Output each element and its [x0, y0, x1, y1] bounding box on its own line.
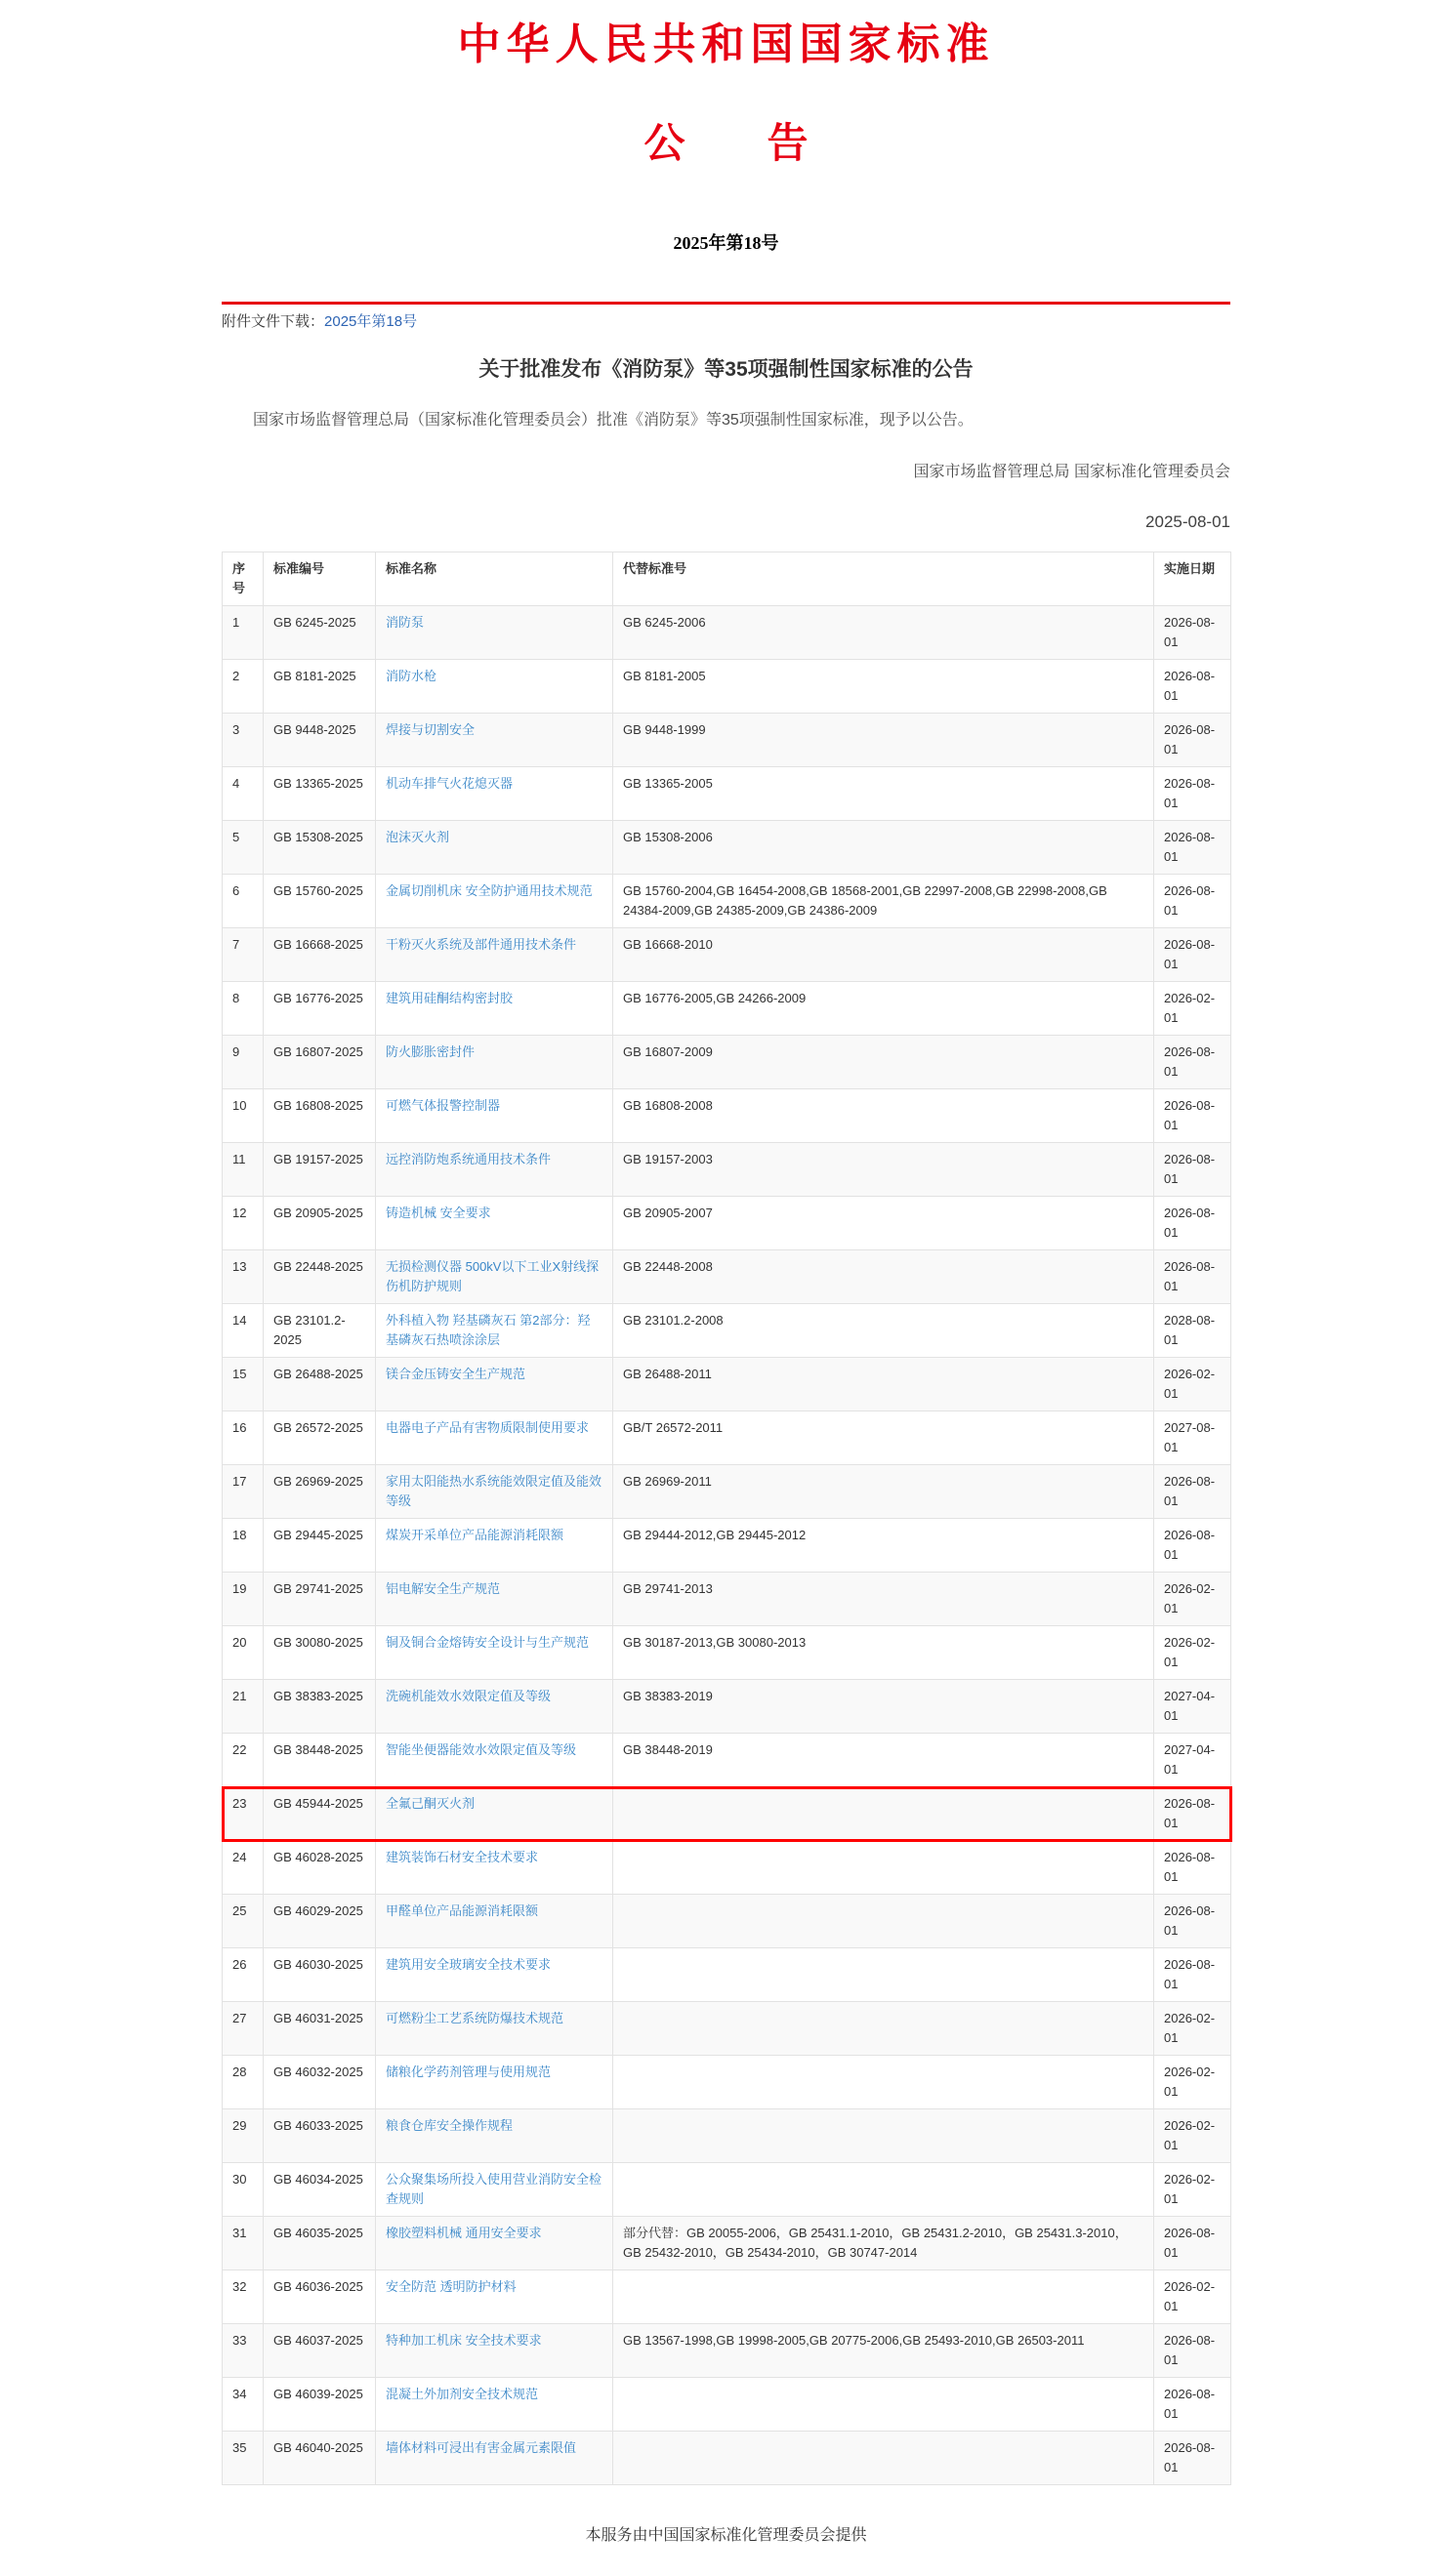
replaced-standards-cell: GB 16776-2005,GB 24266-2009: [613, 982, 1154, 1036]
standard-code-cell: GB 38383-2025: [264, 1680, 376, 1734]
replaced-standards-cell: [613, 2002, 1154, 2056]
table-row: [223, 1304, 1231, 1358]
replaced-standards-cell: GB 16808-2008: [613, 1089, 1154, 1143]
standard-code-cell: GB 46028-2025: [264, 1841, 376, 1895]
standard-name-cell: [376, 1626, 613, 1680]
standard-name-cell: [376, 767, 613, 821]
standard-code-cell: GB 26488-2025: [264, 1358, 376, 1411]
row-number-cell: 16: [223, 1411, 264, 1465]
standard-name-cell: [376, 2378, 613, 2432]
standard-name-cell: [376, 1573, 613, 1626]
row-number-cell: 22: [223, 1734, 264, 1787]
table-row: [223, 982, 1231, 1036]
standard-name-link[interactable]: 泡沫灭火剂: [386, 830, 450, 845]
standard-code-cell: GB 26572-2025: [264, 1411, 376, 1465]
table-row: [223, 2002, 1231, 2056]
publish-date: 2025-08-01: [1145, 512, 1230, 532]
standard-name-link[interactable]: 煤炭开采单位产品能源消耗限额: [386, 1528, 564, 1543]
row-number-cell: 35: [223, 2432, 264, 2485]
standard-name-link[interactable]: 可燃气体报警控制器: [386, 1098, 501, 1114]
replaced-standards-cell: [613, 1895, 1154, 1948]
row-number-cell: 34: [223, 2378, 264, 2432]
implementation-date-cell: 2026-08-01: [1154, 2432, 1231, 2485]
content-area: [222, 302, 1230, 2485]
standard-name-cell: [376, 1411, 613, 1465]
table-row: [223, 2270, 1231, 2324]
standard-code-cell: GB 46032-2025: [264, 2056, 376, 2109]
row-number-cell: 25: [223, 1895, 264, 1948]
standard-name-cell: [376, 2109, 613, 2163]
header-implementation-date: 实施日期: [1154, 552, 1231, 606]
standard-name-link[interactable]: 可燃粉尘工艺系统防爆技术规范: [386, 2011, 564, 2026]
table-row: [223, 660, 1231, 714]
standard-name-link[interactable]: 墙体材料可浸出有害金属元素限值: [386, 2440, 577, 2456]
standard-code-cell: GB 45944-2025: [264, 1787, 376, 1841]
replaced-standards-cell: GB 29444-2012,GB 29445-2012: [613, 1519, 1154, 1573]
standard-code-cell: GB 8181-2025: [264, 660, 376, 714]
standard-code-cell: GB 46036-2025: [264, 2270, 376, 2324]
standard-name-link[interactable]: 外科植入物 羟基磷灰石 第2部分：羟基磷灰石热喷涂涂层: [386, 1313, 591, 1348]
standard-code-cell: GB 9448-2025: [264, 714, 376, 767]
implementation-date-cell: 2028-08-01: [1154, 1304, 1231, 1358]
row-number-cell: 5: [223, 821, 264, 875]
replaced-standards-cell: [613, 2163, 1154, 2217]
implementation-date-cell: 2026-02-01: [1154, 1626, 1231, 1680]
row-number-cell: 1: [223, 606, 264, 660]
implementation-date-cell: 2027-04-01: [1154, 1680, 1231, 1734]
row-number-cell: 18: [223, 1519, 264, 1573]
replaced-standards-cell: GB 13567-1998,GB 19998-2005,GB 20775-2006,GB 25493-2010,GB 26503-2011: [613, 2324, 1154, 2378]
replaced-standards-cell: [613, 2378, 1154, 2432]
replaced-standards-cell: GB 16668-2010: [613, 928, 1154, 982]
standard-name-cell: [376, 2056, 613, 2109]
table-row: [223, 606, 1231, 660]
replaced-standards-cell: GB 16807-2009: [613, 1036, 1154, 1089]
replaced-standards-cell: [613, 1787, 1154, 1841]
implementation-date-cell: 2026-08-01: [1154, 1841, 1231, 1895]
table-row: [223, 1036, 1231, 1089]
standard-name-cell: [376, 2324, 613, 2378]
standard-code-cell: GB 29741-2025: [264, 1573, 376, 1626]
standard-code-cell: GB 13365-2025: [264, 767, 376, 821]
standard-name-link[interactable]: 消防水枪: [386, 669, 437, 684]
standard-code-cell: GB 23101.2-2025: [264, 1304, 376, 1358]
standard-name-link[interactable]: 远控消防炮系统通用技术条件: [386, 1152, 552, 1167]
row-number-cell: 24: [223, 1841, 264, 1895]
implementation-date-cell: 2027-04-01: [1154, 1734, 1231, 1787]
standard-name-link[interactable]: 电器电子产品有害物质限制使用要求: [386, 1420, 590, 1436]
implementation-date-cell: 2026-08-01: [1154, 660, 1231, 714]
standard-name-link[interactable]: 家用太阳能热水系统能效限定值及能效等级: [386, 1474, 602, 1509]
row-number-cell: 14: [223, 1304, 264, 1358]
table-header-row: [223, 552, 1231, 606]
standard-name-cell: [376, 1841, 613, 1895]
standard-name-link[interactable]: 无损检测仪器 500kV以下工业X射线探伤机防护规则: [386, 1259, 600, 1294]
table-row: [223, 2378, 1231, 2432]
standard-name-cell: [376, 1197, 613, 1250]
implementation-date-cell: 2026-08-01: [1154, 1089, 1231, 1143]
row-number-cell: 12: [223, 1197, 264, 1250]
notice-body-paragraph: 国家市场监督管理总局（国家标准化管理委员会）批准《消防泵》等35项强制性国家标准，现予以公告。: [253, 412, 974, 429]
table-row: [223, 1895, 1231, 1948]
table-row: [223, 2163, 1231, 2217]
replaced-standards-cell: [613, 2270, 1154, 2324]
implementation-date-cell: 2026-08-01: [1154, 1250, 1231, 1304]
replaced-standards-cell: GB 29741-2013: [613, 1573, 1154, 1626]
row-number-cell: 32: [223, 2270, 264, 2324]
standard-code-cell: GB 30080-2025: [264, 1626, 376, 1680]
standard-code-cell: GB 20905-2025: [264, 1197, 376, 1250]
table-row: [223, 1089, 1231, 1143]
replaced-standards-cell: [613, 2432, 1154, 2485]
table-row: [223, 767, 1231, 821]
table-row: [223, 875, 1231, 928]
notice-title: 关于批准发布《消防泵》等35项强制性国家标准的公告: [478, 358, 974, 382]
row-number-cell: 17: [223, 1465, 264, 1519]
table-row: [223, 1734, 1231, 1787]
table-row: [223, 1519, 1231, 1573]
row-number-cell: 33: [223, 2324, 264, 2378]
row-number-cell: 6: [223, 875, 264, 928]
row-number-cell: 2: [223, 660, 264, 714]
standard-code-cell: GB 46034-2025: [264, 2163, 376, 2217]
table-row: [223, 1626, 1231, 1680]
table-row: [223, 1465, 1231, 1519]
implementation-date-cell: 2026-02-01: [1154, 2163, 1231, 2217]
implementation-date-cell: 2026-08-01: [1154, 1519, 1231, 1573]
standard-name-cell: [376, 1250, 613, 1304]
row-number-cell: 11: [223, 1143, 264, 1197]
header-standard-code: 标准编号: [264, 552, 376, 606]
table-row: [223, 1358, 1231, 1411]
standard-name-cell: [376, 821, 613, 875]
replaced-standards-cell: [613, 1841, 1154, 1895]
standard-code-cell: GB 46031-2025: [264, 2002, 376, 2056]
header-standard-name: 标准名称: [376, 552, 613, 606]
replaced-standards-cell: GB 13365-2005: [613, 767, 1154, 821]
standard-code-cell: GB 46029-2025: [264, 1895, 376, 1948]
standard-name-link[interactable]: 铸造机械 安全要求: [386, 1206, 491, 1221]
standard-name-cell: [376, 1089, 613, 1143]
standard-name-cell: [376, 606, 613, 660]
implementation-date-cell: 2026-02-01: [1154, 2002, 1231, 2056]
standard-code-cell: GB 46035-2025: [264, 2217, 376, 2270]
standard-code-cell: GB 16808-2025: [264, 1089, 376, 1143]
replaced-standards-cell: GB/T 26572-2011: [613, 1411, 1154, 1465]
implementation-date-cell: 2026-02-01: [1154, 2056, 1231, 2109]
standard-name-cell: [376, 1036, 613, 1089]
footer-note: 本服务由中国国家标准化管理委员会提供: [585, 2527, 867, 2545]
standard-name-link[interactable]: 橡胶塑料机械 通用安全要求: [386, 2226, 542, 2241]
replaced-standards-cell: GB 23101.2-2008: [613, 1304, 1154, 1358]
row-number-cell: 23: [223, 1787, 264, 1841]
standard-name-cell: [376, 1143, 613, 1197]
standard-name-link[interactable]: 洗碗机能效水效限定值及等级: [386, 1689, 552, 1704]
standard-name-cell: [376, 1787, 613, 1841]
table-row: [223, 2217, 1231, 2270]
implementation-date-cell: 2026-02-01: [1154, 2109, 1231, 2163]
row-number-cell: 20: [223, 1626, 264, 1680]
row-number-cell: 29: [223, 2109, 264, 2163]
standard-code-cell: GB 26969-2025: [264, 1465, 376, 1519]
standard-name-link[interactable]: 防火膨胀密封件: [386, 1044, 476, 1060]
standard-name-cell: [376, 1895, 613, 1948]
implementation-date-cell: 2026-08-01: [1154, 928, 1231, 982]
implementation-date-cell: 2026-08-01: [1154, 1465, 1231, 1519]
row-number-cell: 15: [223, 1358, 264, 1411]
row-number-cell: 21: [223, 1680, 264, 1734]
standard-name-cell: [376, 982, 613, 1036]
row-number-cell: 8: [223, 982, 264, 1036]
table-row-highlighted: [223, 1787, 1231, 1841]
standard-code-cell: GB 16668-2025: [264, 928, 376, 982]
standard-code-cell: GB 29445-2025: [264, 1519, 376, 1573]
row-number-cell: 7: [223, 928, 264, 982]
standard-code-cell: GB 46037-2025: [264, 2324, 376, 2378]
standard-name-cell: [376, 660, 613, 714]
standard-name-link[interactable]: 公众聚集场所投入使用营业消防安全检查规则: [386, 2172, 602, 2207]
implementation-date-cell: 2026-02-01: [1154, 1573, 1231, 1626]
replaced-standards-cell: [613, 2056, 1154, 2109]
standard-name-link[interactable]: 铜及铜合金熔铸安全设计与生产规范: [386, 1635, 590, 1651]
standard-name-cell: [376, 875, 613, 928]
table-row: [223, 1948, 1231, 2002]
implementation-date-cell: 2026-08-01: [1154, 1143, 1231, 1197]
standard-code-cell: GB 6245-2025: [264, 606, 376, 660]
table-row: [223, 1250, 1231, 1304]
implementation-date-cell: 2026-08-01: [1154, 2378, 1231, 2432]
implementation-date-cell: 2026-08-01: [1154, 1948, 1231, 2002]
row-number-cell: 4: [223, 767, 264, 821]
standard-name-cell: [376, 2163, 613, 2217]
standard-code-cell: GB 38448-2025: [264, 1734, 376, 1787]
attachment-download-row: [222, 305, 1230, 333]
standard-code-cell: GB 16807-2025: [264, 1036, 376, 1089]
standard-name-cell: [376, 2432, 613, 2485]
page-title: 中华人民共和国国家标准: [457, 20, 995, 68]
standard-name-cell: [376, 1358, 613, 1411]
attachment-link[interactable]: 2025年第18号: [324, 313, 418, 331]
standards-table-body: [223, 606, 1231, 2485]
replaced-standards-cell: GB 26488-2011: [613, 1358, 1154, 1411]
implementation-date-cell: 2026-08-01: [1154, 2217, 1231, 2270]
standard-name-cell: [376, 714, 613, 767]
standard-code-cell: GB 22448-2025: [264, 1250, 376, 1304]
replaced-standards-cell: GB 19157-2003: [613, 1143, 1154, 1197]
row-number-cell: 19: [223, 1573, 264, 1626]
standard-name-link[interactable]: 干粉灭火系统及部件通用技术条件: [386, 937, 577, 953]
row-number-cell: 26: [223, 1948, 264, 2002]
implementation-date-cell: 2026-02-01: [1154, 2270, 1231, 2324]
standard-code-cell: GB 46030-2025: [264, 1948, 376, 2002]
standard-name-link[interactable]: 机动车排气火花熄灭器: [386, 776, 514, 792]
standard-code-cell: GB 46039-2025: [264, 2378, 376, 2432]
table-row: [223, 2056, 1231, 2109]
table-row: [223, 1197, 1231, 1250]
issue-number: 2025年第18号: [673, 233, 779, 254]
standard-name-cell: [376, 1465, 613, 1519]
replaced-standards-cell: GB 26969-2011: [613, 1465, 1154, 1519]
standards-table: [222, 552, 1231, 2485]
table-row: [223, 1573, 1231, 1626]
standard-name-link[interactable]: 焊接与切割安全: [386, 722, 476, 738]
implementation-date-cell: 2026-08-01: [1154, 875, 1231, 928]
replaced-standards-cell: GB 22448-2008: [613, 1250, 1154, 1304]
replaced-standards-cell: GB 20905-2007: [613, 1197, 1154, 1250]
table-row: [223, 1411, 1231, 1465]
replaced-standards-cell: GB 15760-2004,GB 16454-2008,GB 18568-2001,GB 22997-2008,GB 22998-2008,GB 24384-2009,GB 24385-2009,GB 24386-2009: [613, 875, 1154, 928]
standard-code-cell: GB 19157-2025: [264, 1143, 376, 1197]
row-number-cell: 9: [223, 1036, 264, 1089]
standard-name-link[interactable]: 金属切削机床 安全防护通用技术规范: [386, 883, 593, 899]
issuing-authorities: 国家市场监督管理总局 国家标准化管理委员会: [913, 464, 1230, 481]
row-number-cell: 10: [223, 1089, 264, 1143]
row-number-cell: 3: [223, 714, 264, 767]
standard-name-link[interactable]: 智能坐便器能效水效限定值及等级: [386, 1742, 577, 1758]
implementation-date-cell: 2026-08-01: [1154, 1036, 1231, 1089]
standard-name-link[interactable]: 混凝土外加剂安全技术规范: [386, 2387, 539, 2402]
replaced-standards-cell: [613, 2109, 1154, 2163]
implementation-date-cell: 2026-02-01: [1154, 982, 1231, 1036]
attachment-label: 附件文件下载：: [222, 313, 325, 331]
standard-name-link[interactable]: 甲醛单位产品能源消耗限额: [386, 1903, 539, 1919]
standard-name-link[interactable]: 铝电解安全生产规范: [386, 1581, 501, 1597]
standard-name-cell: [376, 2002, 613, 2056]
header-replaced-standards: 代替标准号: [613, 552, 1154, 606]
table-row: [223, 2324, 1231, 2378]
implementation-date-cell: 2026-08-01: [1154, 606, 1231, 660]
implementation-date-cell: 2026-08-01: [1154, 1197, 1231, 1250]
standard-code-cell: GB 16776-2025: [264, 982, 376, 1036]
implementation-date-cell: 2026-08-01: [1154, 2324, 1231, 2378]
standard-code-cell: GB 46033-2025: [264, 2109, 376, 2163]
implementation-date-cell: 2027-08-01: [1154, 1411, 1231, 1465]
standard-name-link[interactable]: 安全防范 透明防护材料: [386, 2279, 517, 2295]
replaced-standards-cell: GB 38448-2019: [613, 1734, 1154, 1787]
standard-name-link[interactable]: 镁合金压铸安全生产规范: [386, 1367, 526, 1382]
implementation-date-cell: 2026-02-01: [1154, 1358, 1231, 1411]
replaced-standards-cell: GB 38383-2019: [613, 1680, 1154, 1734]
row-number-cell: 30: [223, 2163, 264, 2217]
replaced-standards-cell: GB 30187-2013,GB 30080-2013: [613, 1626, 1154, 1680]
table-row: [223, 928, 1231, 982]
table-row: [223, 821, 1231, 875]
implementation-date-cell: 2026-08-01: [1154, 714, 1231, 767]
page-subtitle: 公 告: [643, 121, 809, 167]
standard-name-cell: [376, 2270, 613, 2324]
replaced-standards-cell: GB 15308-2006: [613, 821, 1154, 875]
standard-name-link[interactable]: 消防泵: [386, 615, 425, 631]
table-row: [223, 714, 1231, 767]
standard-name-cell: [376, 1948, 613, 2002]
standard-code-cell: GB 15760-2025: [264, 875, 376, 928]
standard-name-link[interactable]: 建筑装饰石材安全技术要求: [386, 1850, 539, 1865]
row-number-cell: 27: [223, 2002, 264, 2056]
table-row: [223, 1143, 1231, 1197]
replaced-standards-cell: GB 6245-2006: [613, 606, 1154, 660]
table-row: [223, 1680, 1231, 1734]
standard-code-cell: GB 15308-2025: [264, 821, 376, 875]
standard-name-link[interactable]: 建筑用硅酮结构密封胶: [386, 991, 514, 1006]
table-row: [223, 1841, 1231, 1895]
table-row: [223, 2109, 1231, 2163]
replaced-standards-cell: GB 8181-2005: [613, 660, 1154, 714]
standard-name-cell: [376, 928, 613, 982]
standard-code-cell: GB 46040-2025: [264, 2432, 376, 2485]
standard-name-cell: [376, 1680, 613, 1734]
implementation-date-cell: 2026-08-01: [1154, 1895, 1231, 1948]
row-number-cell: 13: [223, 1250, 264, 1304]
table-row: [223, 2432, 1231, 2485]
standard-name-cell: [376, 1734, 613, 1787]
standard-name-link[interactable]: 建筑用安全玻璃安全技术要求: [386, 1957, 552, 1973]
implementation-date-cell: 2026-08-01: [1154, 767, 1231, 821]
replaced-standards-cell: 部分代替：GB 20055-2006，GB 25431.1-2010，GB 25431.2-2010，GB 25431.3-2010，GB 25432-2010，GB 25434-2010，GB 30747-2014: [613, 2217, 1154, 2270]
replaced-standards-cell: GB 9448-1999: [613, 714, 1154, 767]
replaced-standards-cell: [613, 1948, 1154, 2002]
row-number-cell: 31: [223, 2217, 264, 2270]
row-number-cell: 28: [223, 2056, 264, 2109]
implementation-date-cell: 2026-08-01: [1154, 1787, 1231, 1841]
standard-name-link[interactable]: 特种加工机床 安全技术要求: [386, 2333, 542, 2349]
standard-name-link[interactable]: 粮食仓库安全操作规程: [386, 2118, 514, 2134]
standard-name-cell: [376, 1304, 613, 1358]
standard-name-link[interactable]: 储粮化学药剂管理与使用规范: [386, 2065, 552, 2080]
header-row-number: 序号: [223, 552, 264, 606]
standard-name-cell: [376, 1519, 613, 1573]
standard-name-link[interactable]: 全氟己酮灭火剂: [386, 1796, 476, 1812]
standard-name-cell: [376, 2217, 613, 2270]
implementation-date-cell: 2026-08-01: [1154, 821, 1231, 875]
